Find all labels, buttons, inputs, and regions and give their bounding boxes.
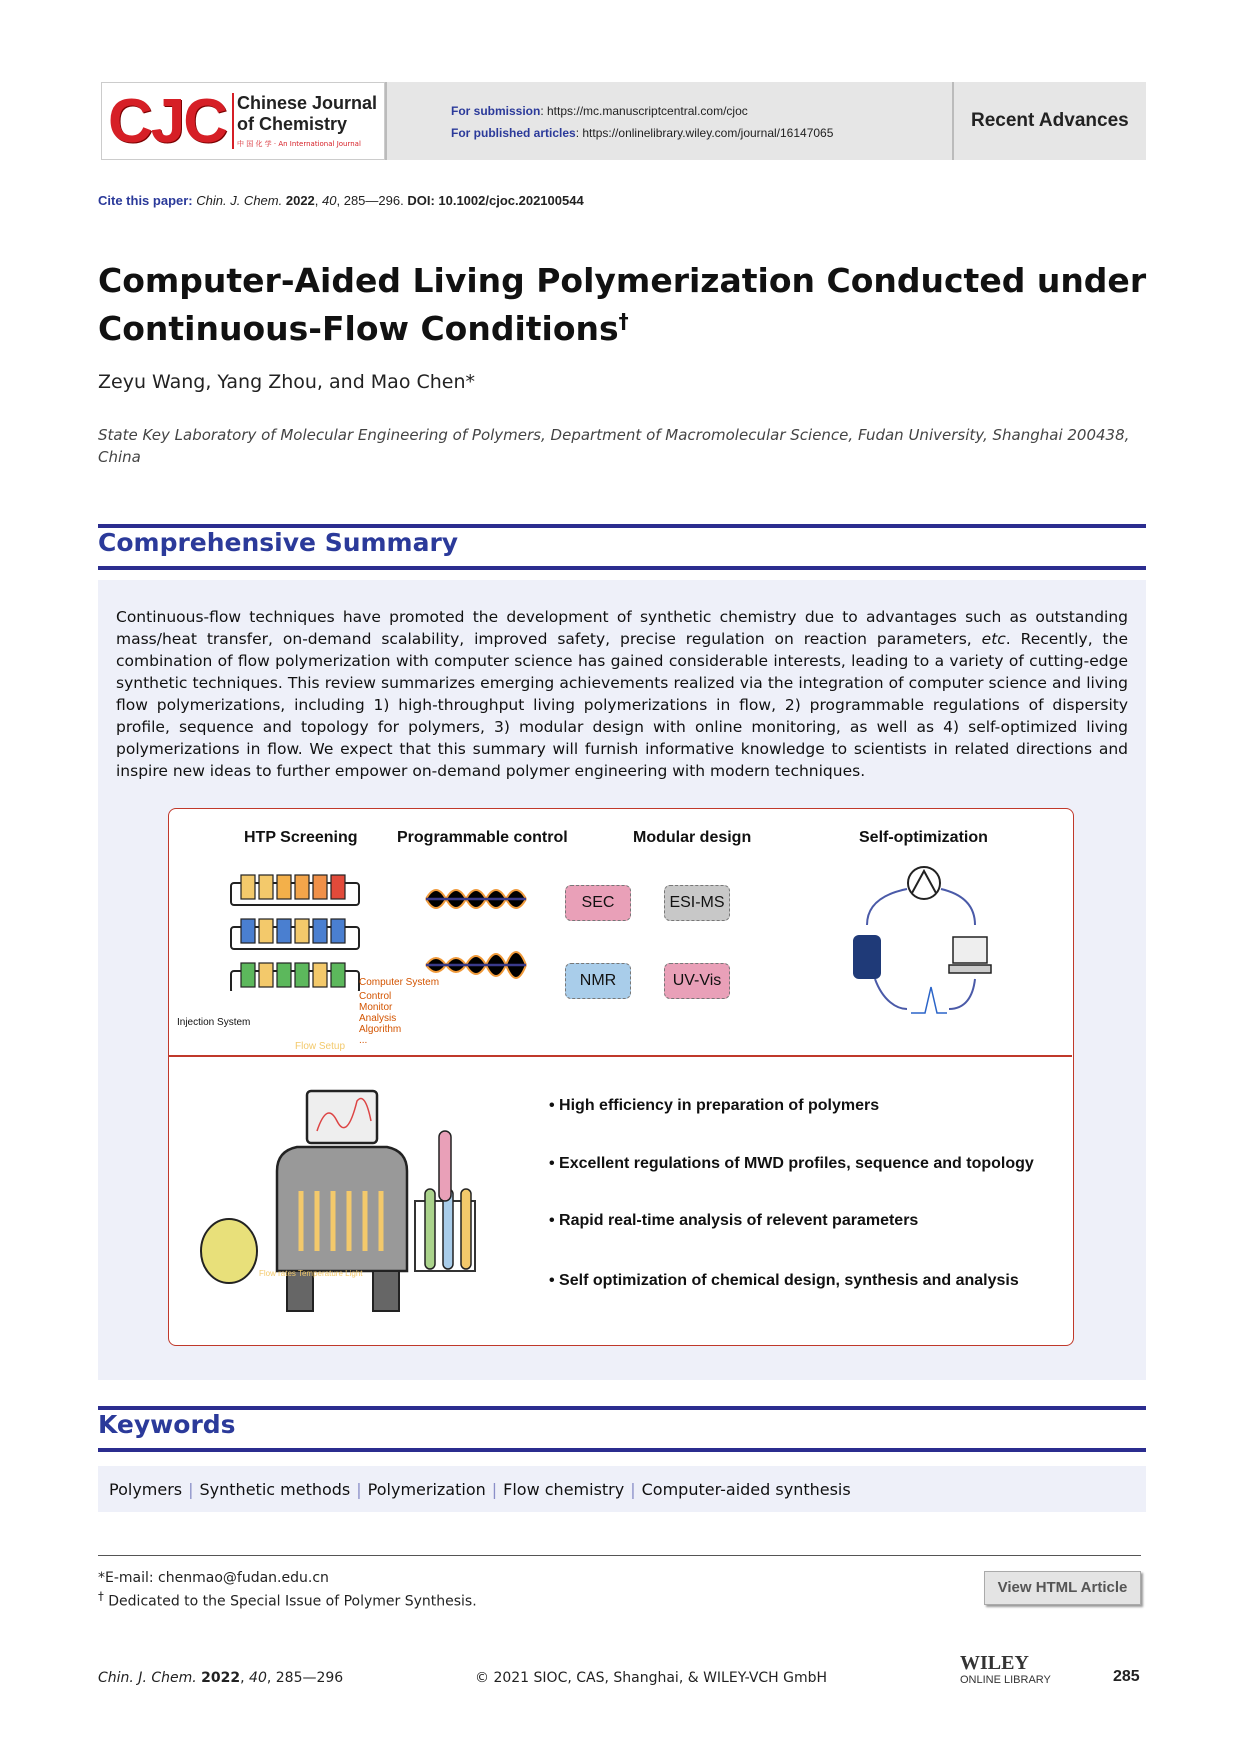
keyword-separator: | <box>630 1480 636 1499</box>
robot-illustration <box>177 1071 497 1336</box>
submission-line <box>451 104 748 118</box>
section-rule <box>98 566 1146 570</box>
cite-journal: Chin. J. Chem. <box>196 193 283 208</box>
published-label: For published articles <box>451 126 576 140</box>
module-nmr: NMR <box>565 963 631 999</box>
keywords-heading: Keywords <box>98 1410 236 1439</box>
param-flow-rates: Flow rates <box>259 1269 296 1278</box>
published-line <box>451 126 833 140</box>
self-optimization-loop-icon <box>849 861 999 1021</box>
keyword: Computer-aided synthesis <box>641 1480 851 1499</box>
module-esims: ESI-MS <box>664 885 730 921</box>
submission-label: For submission <box>451 104 541 118</box>
cite-doi[interactable]: DOI: 10.1002/cjoc.202100544 <box>407 193 584 208</box>
summary-text-part1: Continuous-flow techniques have promoted the development of synthetic chemistry due to advantages such as outstanding mass/heat transfer, on-demand scalability, improved safety, precise regulation on reaction parameters, <box>116 608 1128 648</box>
ga-divider <box>169 1055 1072 1057</box>
wiley-online-library: ONLINE LIBRARY <box>960 1674 1051 1686</box>
param-light: Light <box>345 1269 363 1278</box>
journal-name-line1: Chinese Journal <box>237 93 378 113</box>
title-line2: Continuous-Flow Conditions <box>98 309 619 348</box>
cite-year: 2022 <box>285 193 315 208</box>
footer-year: 2022 <box>201 1670 241 1686</box>
robot-computer-system: Computer System <box>359 977 440 988</box>
robot-injection-system: Injection System <box>177 1017 251 1028</box>
ga-bullet: • Rapid real-time analysis of relevent parameters <box>549 1212 919 1229</box>
page-number: 285 <box>1113 1668 1140 1685</box>
summary-text-part2: . Recently, the combination of flow polymerization with computer science has gained considerable interests, leading to a variety of cutting-edge synthetic techniques. This review summarizes emerging achievements realized via the integration of computer science and living flow polymerizations, including 1) high-throughput living polymerizations in flow, 2) programmable regulations of dispersity profile, sequence and topology for polymers, 3) modular design with online monitoring, as well as 4) self-optimized living polymerizations in flow. We expect that this summary will furnish informative knowledge to scientists in related directions and inspire new ideas to further empower on-demand polymer engineering with modern techniques. <box>116 630 1128 780</box>
section-rule <box>98 1406 1146 1410</box>
logo-cjc-text: CJC <box>108 87 227 156</box>
keyword-separator: | <box>356 1480 362 1499</box>
robot-item-control: Control <box>359 991 392 1002</box>
footnote-dedication <box>98 1589 477 1610</box>
footer-citation: Chin. J. Chem. 2022, 40, 285—296 <box>98 1670 344 1686</box>
robot-item-analysis: Analysis <box>359 1013 397 1024</box>
robot-items <box>359 991 401 1046</box>
cite-pages: , 285—296. <box>336 193 404 208</box>
polymer-brush-icon <box>421 879 531 989</box>
ga-bullet: • Excellent regulations of MWD profiles, sequence and topology <box>549 1155 1034 1172</box>
summary-heading: Comprehensive Summary <box>98 528 459 557</box>
footnote-dagger: † <box>98 1589 104 1603</box>
wiley-logo: WILEY <box>960 1652 1029 1674</box>
footer-journal: Chin. J. Chem. <box>98 1670 197 1686</box>
cite-line: Cite this paper: Chin. J. Chem. 2022, 40, 285—296. DOI: 10.1002/cjoc.202100544 <box>98 193 584 208</box>
ga-col-programmable: Programmable control <box>397 829 568 846</box>
logo-divider <box>232 93 234 149</box>
section-rule <box>98 1448 1146 1452</box>
ga-col-selfopt: Self-optimization <box>859 829 988 846</box>
graphical-abstract <box>168 808 1074 1346</box>
footnote-dedication-text: Dedicated to the Special Issue of Polymer Synthesis. <box>108 1593 477 1610</box>
robot-item-more: ... <box>359 1035 368 1046</box>
module-uvvis: UV-Vis <box>664 963 730 999</box>
journal-logo <box>101 82 385 160</box>
affiliation: State Key Laboratory of Molecular Engineering of Polymers, Department of Macromolecular Science, Fudan University, Shanghai 200438, China <box>98 426 1130 466</box>
param-temperature: Temperature <box>297 1269 343 1278</box>
published-link[interactable]: : https://onlinelibrary.wiley.com/journal/16147065 <box>575 126 834 140</box>
journal-tagline: 中 国 化 学 · An International Journal <box>237 140 361 148</box>
ga-bullet: • High efficiency in preparation of polymers <box>549 1097 880 1114</box>
keyword: Synthetic methods <box>199 1480 351 1499</box>
journal-name-line2: of Chemistry <box>237 114 348 134</box>
footer-copyright: © 2021 SIOC, CAS, Shanghai, & WILEY-VCH GmbH <box>475 1670 828 1686</box>
robot-item-monitor: Monitor <box>359 1002 393 1013</box>
keywords-list <box>109 1480 851 1499</box>
keyword-separator: | <box>188 1480 194 1499</box>
footer-volume: 40 <box>249 1670 267 1686</box>
keyword-separator: | <box>491 1480 498 1499</box>
cite-volume: 40 <box>322 193 337 208</box>
robot-flow-setup: Flow Setup <box>295 1041 346 1052</box>
title-line1: Computer-Aided Living Polymerization Conducted under <box>98 261 1147 300</box>
keyword: Polymerization <box>367 1480 486 1499</box>
header-divider <box>385 82 387 160</box>
summary-etc: etc <box>981 630 1006 648</box>
cite-label: Cite this paper: <box>98 193 193 208</box>
keyword: Polymers <box>109 1480 183 1499</box>
authors: Zeyu Wang, Yang Zhou, and Mao Chen* <box>98 371 476 393</box>
ga-col-modular: Modular design <box>633 829 752 846</box>
footnote-rule <box>98 1555 1141 1556</box>
footnote-email: *E-mail: chenmao@fudan.edu.cn <box>98 1570 329 1586</box>
ga-bullet: • Self optimization of chemical design, synthesis and analysis <box>549 1272 1019 1289</box>
footer-pages: , 285—296 <box>266 1670 344 1686</box>
robot-item-algorithm: Algorithm <box>359 1024 402 1035</box>
title-dagger: † <box>618 309 629 333</box>
article-title <box>98 260 1148 349</box>
ga-col-htp: HTP Screening <box>244 829 358 846</box>
submission-link[interactable]: : https://mc.manuscriptcentral.com/cjoc <box>540 104 748 118</box>
htp-racks-icon <box>229 871 364 991</box>
header-divider <box>952 82 954 160</box>
view-html-article-button[interactable]: View HTML Article <box>984 1571 1141 1605</box>
module-sec: SEC <box>565 885 631 921</box>
robot-params <box>259 1269 363 1278</box>
section-type: Recent Advances <box>971 110 1129 131</box>
keyword: Flow chemistry <box>503 1480 625 1499</box>
summary-text <box>116 606 1128 782</box>
journal-header <box>101 82 1146 160</box>
